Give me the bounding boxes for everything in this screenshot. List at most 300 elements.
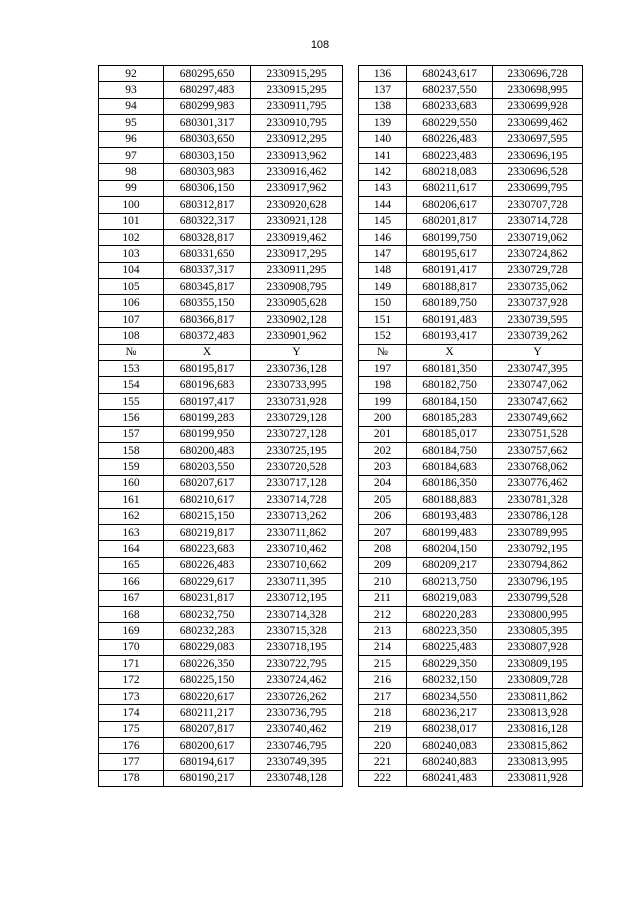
column-gap	[343, 524, 359, 540]
x-coordinate: 680295,650	[164, 66, 251, 82]
x-coordinate: 680189,750	[407, 295, 493, 311]
x-coordinate: 680201,817	[407, 213, 493, 229]
x-coordinate: 680303,150	[164, 147, 251, 163]
point-number: 152	[359, 328, 407, 344]
x-coordinate: 680225,150	[164, 672, 251, 688]
point-number: 215	[359, 656, 407, 672]
x-coordinate: 680232,150	[407, 672, 493, 688]
y-coordinate: 2330739,595	[493, 311, 583, 327]
point-number: 175	[99, 721, 164, 737]
x-coordinate: 680236,217	[407, 705, 493, 721]
column-gap	[343, 459, 359, 475]
x-coordinate: 680233,683	[407, 98, 493, 114]
column-gap	[343, 377, 359, 393]
x-coordinate: 680303,650	[164, 131, 251, 147]
table-row	[99, 131, 583, 147]
table-row	[99, 410, 583, 426]
y-coordinate: 2330800,995	[493, 606, 583, 622]
y-coordinate: 2330746,795	[251, 738, 343, 754]
y-coordinate: 2330736,128	[251, 361, 343, 377]
x-coordinate: 680238,017	[407, 721, 493, 737]
x-coordinate: 680200,483	[164, 442, 251, 458]
table-header-row	[99, 344, 583, 360]
y-coordinate: 2330718,195	[251, 639, 343, 655]
column-gap	[343, 770, 359, 786]
x-coordinate: 680301,317	[164, 115, 251, 131]
column-gap	[343, 279, 359, 295]
x-coordinate: 680206,617	[407, 197, 493, 213]
point-number: 146	[359, 229, 407, 245]
x-coordinate: 680219,817	[164, 524, 251, 540]
table-row	[99, 393, 583, 409]
point-number: 221	[359, 754, 407, 770]
header-x: X	[164, 344, 251, 360]
point-number: 157	[99, 426, 164, 442]
column-gap	[343, 66, 359, 82]
point-number: 104	[99, 262, 164, 278]
y-coordinate: 2330815,862	[493, 738, 583, 754]
point-number: 201	[359, 426, 407, 442]
column-gap	[343, 131, 359, 147]
point-number: 218	[359, 705, 407, 721]
y-coordinate: 2330720,528	[251, 459, 343, 475]
y-coordinate: 2330905,628	[251, 295, 343, 311]
point-number: 213	[359, 623, 407, 639]
table-row	[99, 442, 583, 458]
column-gap	[343, 688, 359, 704]
point-number: 99	[99, 180, 164, 196]
y-coordinate: 2330697,595	[493, 131, 583, 147]
point-number: 197	[359, 361, 407, 377]
x-coordinate: 680191,417	[407, 262, 493, 278]
x-coordinate: 680231,817	[164, 590, 251, 606]
x-coordinate: 680297,483	[164, 82, 251, 98]
x-coordinate: 680184,750	[407, 442, 493, 458]
point-number: 144	[359, 197, 407, 213]
table-row	[99, 574, 583, 590]
point-number: 141	[359, 147, 407, 163]
point-number: 138	[359, 98, 407, 114]
point-number: 220	[359, 738, 407, 754]
y-coordinate: 2330712,195	[251, 590, 343, 606]
x-coordinate: 680193,483	[407, 508, 493, 524]
x-coordinate: 680203,550	[164, 459, 251, 475]
x-coordinate: 680345,817	[164, 279, 251, 295]
y-coordinate: 2330920,628	[251, 197, 343, 213]
point-number: 219	[359, 721, 407, 737]
column-gap	[343, 705, 359, 721]
table-row	[99, 279, 583, 295]
y-coordinate: 2330911,795	[251, 98, 343, 114]
y-coordinate: 2330727,128	[251, 426, 343, 442]
column-gap	[343, 115, 359, 131]
table-row	[99, 82, 583, 98]
x-coordinate: 680191,483	[407, 311, 493, 327]
point-number: 163	[99, 524, 164, 540]
point-number: 147	[359, 246, 407, 262]
table-row	[99, 459, 583, 475]
point-number: 168	[99, 606, 164, 622]
y-coordinate: 2330696,195	[493, 147, 583, 163]
point-number: 159	[99, 459, 164, 475]
y-coordinate: 2330713,262	[251, 508, 343, 524]
y-coordinate: 2330768,062	[493, 459, 583, 475]
point-number: 139	[359, 115, 407, 131]
y-coordinate: 2330786,128	[493, 508, 583, 524]
y-coordinate: 2330717,128	[251, 475, 343, 491]
column-gap	[343, 98, 359, 114]
lower-rows	[99, 361, 583, 787]
column-gap	[343, 180, 359, 196]
column-gap	[343, 246, 359, 262]
x-coordinate: 680211,617	[407, 180, 493, 196]
y-coordinate: 2330724,862	[493, 246, 583, 262]
point-number: 205	[359, 492, 407, 508]
y-coordinate: 2330902,128	[251, 311, 343, 327]
x-coordinate: 680331,650	[164, 246, 251, 262]
y-coordinate: 2330809,195	[493, 656, 583, 672]
table-row	[99, 164, 583, 180]
column-gap	[343, 557, 359, 573]
table-row	[99, 180, 583, 196]
table-row	[99, 738, 583, 754]
point-number: 204	[359, 475, 407, 491]
y-coordinate: 2330699,795	[493, 180, 583, 196]
x-coordinate: 680306,150	[164, 180, 251, 196]
point-number: 108	[99, 328, 164, 344]
y-coordinate: 2330747,395	[493, 361, 583, 377]
y-coordinate: 2330726,262	[251, 688, 343, 704]
point-number: 167	[99, 590, 164, 606]
column-gap	[343, 754, 359, 770]
column-gap	[343, 361, 359, 377]
table-row	[99, 295, 583, 311]
x-coordinate: 680226,483	[407, 131, 493, 147]
x-coordinate: 680197,417	[164, 393, 251, 409]
point-number: 203	[359, 459, 407, 475]
y-coordinate: 2330916,462	[251, 164, 343, 180]
y-coordinate: 2330719,062	[493, 229, 583, 245]
y-coordinate: 2330910,795	[251, 115, 343, 131]
x-coordinate: 680303,983	[164, 164, 251, 180]
y-coordinate: 2330749,395	[251, 754, 343, 770]
point-number: 97	[99, 147, 164, 163]
point-number: 154	[99, 377, 164, 393]
y-coordinate: 2330811,928	[493, 770, 583, 786]
y-coordinate: 2330735,062	[493, 279, 583, 295]
header-x: X	[407, 344, 493, 360]
column-gap	[343, 328, 359, 344]
point-number: 93	[99, 82, 164, 98]
point-number: 95	[99, 115, 164, 131]
y-coordinate: 2330698,995	[493, 82, 583, 98]
column-gap	[343, 197, 359, 213]
y-coordinate: 2330711,862	[251, 524, 343, 540]
x-coordinate: 680243,617	[407, 66, 493, 82]
x-coordinate: 680185,017	[407, 426, 493, 442]
y-coordinate: 2330747,062	[493, 377, 583, 393]
point-number: 92	[99, 66, 164, 82]
point-number: 217	[359, 688, 407, 704]
point-number: 165	[99, 557, 164, 573]
point-number: 107	[99, 311, 164, 327]
x-coordinate: 680193,417	[407, 328, 493, 344]
upper-rows	[99, 66, 583, 345]
table-row	[99, 246, 583, 262]
x-coordinate: 680337,317	[164, 262, 251, 278]
point-number: 198	[359, 377, 407, 393]
y-coordinate: 2330757,662	[493, 442, 583, 458]
coordinates-table	[98, 65, 583, 787]
column-gap	[343, 590, 359, 606]
x-coordinate: 680226,483	[164, 557, 251, 573]
x-coordinate: 680225,483	[407, 639, 493, 655]
x-coordinate: 680229,350	[407, 656, 493, 672]
column-gap	[343, 442, 359, 458]
table-row	[99, 311, 583, 327]
x-coordinate: 680220,283	[407, 606, 493, 622]
y-coordinate: 2330917,295	[251, 246, 343, 262]
y-coordinate: 2330813,995	[493, 754, 583, 770]
y-coordinate: 2330901,962	[251, 328, 343, 344]
point-number: 178	[99, 770, 164, 786]
x-coordinate: 680199,950	[164, 426, 251, 442]
y-coordinate: 2330747,662	[493, 393, 583, 409]
y-coordinate: 2330776,462	[493, 475, 583, 491]
y-coordinate: 2330729,128	[251, 410, 343, 426]
x-coordinate: 680199,750	[407, 229, 493, 245]
x-coordinate: 680195,817	[164, 361, 251, 377]
point-number: 169	[99, 623, 164, 639]
table-row	[99, 656, 583, 672]
y-coordinate: 2330725,195	[251, 442, 343, 458]
table-row	[99, 361, 583, 377]
point-number: 150	[359, 295, 407, 311]
point-number: 103	[99, 246, 164, 262]
point-number: 94	[99, 98, 164, 114]
y-coordinate: 2330729,728	[493, 262, 583, 278]
point-number: 96	[99, 131, 164, 147]
x-coordinate: 680232,283	[164, 623, 251, 639]
y-coordinate: 2330714,728	[493, 213, 583, 229]
y-coordinate: 2330749,662	[493, 410, 583, 426]
point-number: 216	[359, 672, 407, 688]
x-coordinate: 680240,883	[407, 754, 493, 770]
table-row	[99, 377, 583, 393]
point-number: 105	[99, 279, 164, 295]
x-coordinate: 680213,750	[407, 574, 493, 590]
y-coordinate: 2330816,128	[493, 721, 583, 737]
y-coordinate: 2330913,962	[251, 147, 343, 163]
y-coordinate: 2330711,395	[251, 574, 343, 590]
point-number: 207	[359, 524, 407, 540]
table-row	[99, 541, 583, 557]
column-gap	[343, 393, 359, 409]
point-number: 98	[99, 164, 164, 180]
table-row	[99, 672, 583, 688]
point-number: 156	[99, 410, 164, 426]
x-coordinate: 680220,617	[164, 688, 251, 704]
point-number: 209	[359, 557, 407, 573]
table-row	[99, 426, 583, 442]
column-gap	[343, 410, 359, 426]
point-number: 200	[359, 410, 407, 426]
x-coordinate: 680241,483	[407, 770, 493, 786]
x-coordinate: 680299,983	[164, 98, 251, 114]
table-row	[99, 66, 583, 82]
y-coordinate: 2330805,395	[493, 623, 583, 639]
x-coordinate: 680229,617	[164, 574, 251, 590]
table-row	[99, 492, 583, 508]
column-gap	[343, 164, 359, 180]
y-coordinate: 2330809,728	[493, 672, 583, 688]
y-coordinate: 2330710,462	[251, 541, 343, 557]
page-number: 108	[310, 39, 330, 51]
y-coordinate: 2330696,728	[493, 66, 583, 82]
y-coordinate: 2330715,328	[251, 623, 343, 639]
table-row	[99, 98, 583, 114]
column-gap	[343, 738, 359, 754]
y-coordinate: 2330748,128	[251, 770, 343, 786]
point-number: 210	[359, 574, 407, 590]
x-coordinate: 680204,150	[407, 541, 493, 557]
header-number: №	[359, 344, 407, 360]
x-coordinate: 680186,350	[407, 475, 493, 491]
x-coordinate: 680199,283	[164, 410, 251, 426]
x-coordinate: 680207,817	[164, 721, 251, 737]
x-coordinate: 680209,217	[407, 557, 493, 573]
point-number: 102	[99, 229, 164, 245]
point-number: 222	[359, 770, 407, 786]
x-coordinate: 680312,817	[164, 197, 251, 213]
x-coordinate: 680229,550	[407, 115, 493, 131]
y-coordinate: 2330811,862	[493, 688, 583, 704]
y-coordinate: 2330781,328	[493, 492, 583, 508]
x-coordinate: 680237,550	[407, 82, 493, 98]
y-coordinate: 2330699,928	[493, 98, 583, 114]
y-coordinate: 2330736,795	[251, 705, 343, 721]
column-gap	[343, 541, 359, 557]
point-number: 214	[359, 639, 407, 655]
point-number: 202	[359, 442, 407, 458]
column-gap	[343, 295, 359, 311]
column-gap	[343, 623, 359, 639]
y-coordinate: 2330710,662	[251, 557, 343, 573]
column-gap	[343, 656, 359, 672]
point-number: 166	[99, 574, 164, 590]
x-coordinate: 680223,683	[164, 541, 251, 557]
x-coordinate: 680218,083	[407, 164, 493, 180]
column-gap	[343, 262, 359, 278]
y-coordinate: 2330714,328	[251, 606, 343, 622]
x-coordinate: 680229,083	[164, 639, 251, 655]
header-y: Y	[251, 344, 343, 360]
y-coordinate: 2330751,528	[493, 426, 583, 442]
point-number: 177	[99, 754, 164, 770]
x-coordinate: 680234,550	[407, 688, 493, 704]
x-coordinate: 680372,483	[164, 328, 251, 344]
x-coordinate: 680322,317	[164, 213, 251, 229]
y-coordinate: 2330911,295	[251, 262, 343, 278]
y-coordinate: 2330807,928	[493, 639, 583, 655]
x-coordinate: 680210,617	[164, 492, 251, 508]
point-number: 153	[99, 361, 164, 377]
y-coordinate: 2330799,528	[493, 590, 583, 606]
x-coordinate: 680226,350	[164, 656, 251, 672]
table-row	[99, 623, 583, 639]
y-coordinate: 2330714,728	[251, 492, 343, 508]
y-coordinate: 2330696,528	[493, 164, 583, 180]
column-gap	[343, 426, 359, 442]
point-number: 140	[359, 131, 407, 147]
y-coordinate: 2330699,462	[493, 115, 583, 131]
point-number: 100	[99, 197, 164, 213]
table-row	[99, 721, 583, 737]
x-coordinate: 680328,817	[164, 229, 251, 245]
table-row	[99, 197, 583, 213]
x-coordinate: 680184,683	[407, 459, 493, 475]
y-coordinate: 2330707,728	[493, 197, 583, 213]
point-number: 212	[359, 606, 407, 622]
point-number: 136	[359, 66, 407, 82]
table-row	[99, 508, 583, 524]
point-number: 142	[359, 164, 407, 180]
x-coordinate: 680200,617	[164, 738, 251, 754]
point-number: 211	[359, 590, 407, 606]
y-coordinate: 2330912,295	[251, 131, 343, 147]
y-coordinate: 2330921,128	[251, 213, 343, 229]
y-coordinate: 2330794,862	[493, 557, 583, 573]
x-coordinate: 680232,750	[164, 606, 251, 622]
point-number: 176	[99, 738, 164, 754]
table-row	[99, 115, 583, 131]
column-gap	[343, 672, 359, 688]
header-y: Y	[493, 344, 583, 360]
point-number: 158	[99, 442, 164, 458]
x-coordinate: 680223,483	[407, 147, 493, 163]
table-row	[99, 688, 583, 704]
point-number: 145	[359, 213, 407, 229]
table-row	[99, 475, 583, 491]
table-row	[99, 524, 583, 540]
point-number: 174	[99, 705, 164, 721]
y-coordinate: 2330733,995	[251, 377, 343, 393]
point-number: 160	[99, 475, 164, 491]
x-coordinate: 680188,883	[407, 492, 493, 508]
y-coordinate: 2330813,928	[493, 705, 583, 721]
column-gap	[343, 147, 359, 163]
y-coordinate: 2330724,462	[251, 672, 343, 688]
point-number: 206	[359, 508, 407, 524]
point-number: 161	[99, 492, 164, 508]
y-coordinate: 2330731,928	[251, 393, 343, 409]
y-coordinate: 2330739,262	[493, 328, 583, 344]
x-coordinate: 680355,150	[164, 295, 251, 311]
point-number: 155	[99, 393, 164, 409]
table-row	[99, 229, 583, 245]
point-number: 171	[99, 656, 164, 672]
x-coordinate: 680366,817	[164, 311, 251, 327]
point-number: 170	[99, 639, 164, 655]
x-coordinate: 680207,617	[164, 475, 251, 491]
table-row	[99, 262, 583, 278]
y-coordinate: 2330917,962	[251, 180, 343, 196]
x-coordinate: 680223,350	[407, 623, 493, 639]
y-coordinate: 2330792,195	[493, 541, 583, 557]
column-header-row	[99, 344, 583, 360]
column-gap	[343, 606, 359, 622]
x-coordinate: 680240,083	[407, 738, 493, 754]
